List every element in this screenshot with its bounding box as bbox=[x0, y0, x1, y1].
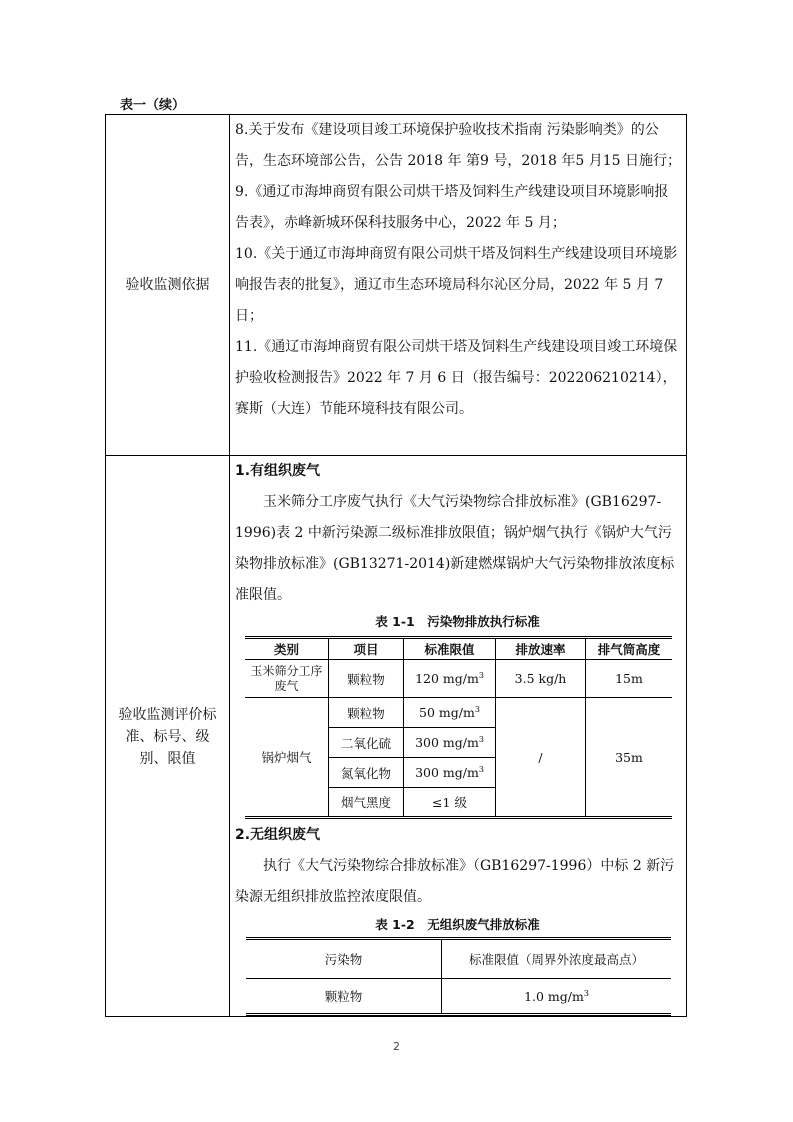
cell-item: 二氧化硫 bbox=[329, 728, 404, 758]
cell-height: 35m bbox=[586, 698, 673, 818]
header-rate: 排放速率 bbox=[496, 638, 586, 660]
basis-item-10: 10.《关于通辽市海坤商贸有限公司烘干塔及饲料生产线建设项目环境影响报告表的批复》，通辽市生态环境局科尔沁区分局，2022 年 5 月 7 日； bbox=[235, 246, 678, 324]
cell-limit: ≤1 级 bbox=[404, 788, 496, 818]
row-label-standards: 验收监测评价标准、标号、级别、限值 bbox=[118, 706, 217, 767]
row-label-basis: 验收监测依据 bbox=[125, 277, 210, 293]
section-text-organized: 玉米筛分工序废气执行《大气污染物综合排放标准》(GB16297-1996)表 2 中新污染源二级标准排放限值；锅炉烟气执行《锅炉大气污染物排放标准》(GB13271-2014)新建燃煤锅炉大气污染物排放浓度标准限值。 bbox=[235, 494, 675, 603]
section-heading-organized: 1.有组织废气 bbox=[235, 463, 321, 479]
cell-limit: 50 $mg/m^3$ bbox=[404, 698, 496, 728]
header-item: 项目 bbox=[329, 638, 404, 660]
table-one-continued bbox=[105, 114, 687, 1017]
page-number: 2 bbox=[393, 1040, 400, 1053]
header-pollutant: 污染物 bbox=[246, 939, 442, 979]
table-caption-1-2: 表 1-2 无组织废气排放标准 bbox=[375, 917, 540, 932]
header-limit: 标准限值（周界外浓度最高点） bbox=[442, 939, 672, 979]
basis-content bbox=[235, 115, 682, 425]
cell-limit: 300 $mg/m^3$ bbox=[404, 758, 496, 788]
cell-item: 氮氧化物 bbox=[329, 758, 404, 788]
cell-category: 玉米筛分工序废气 bbox=[245, 660, 329, 698]
basis-item-11: 11.《通辽市海坤商贸有限公司烘干塔及饲料生产线建设项目竣工环境保护验收检测报告》2022 年 7 月 6 日（报告编号：202206210214），赛斯（大连）节能环境科技有限公司。 bbox=[235, 339, 678, 417]
section-text-fugitive: 执行《大气污染物综合排放标准》（GB16297-1996）中标 2 新污染源无组织排放监控浓度限值。 bbox=[235, 858, 675, 905]
page-heading: 表一（续） bbox=[120, 98, 186, 113]
cell-limit: 1.0 $mg/m^3$ bbox=[442, 979, 672, 1015]
emission-standards-table bbox=[245, 636, 672, 819]
basis-item-8: 8.关于发布《建设项目竣工环境保护验收技术指南 污染影响类》的公告，生态环境部公告，公告 2018 年 第9 号，2018 年5 月15 日施行； bbox=[235, 122, 682, 169]
section2-content bbox=[235, 820, 682, 913]
cell-height: 15m bbox=[586, 660, 673, 698]
cell-limit: 120 $mg/m^3$ bbox=[404, 660, 496, 698]
cell-rate: / bbox=[496, 698, 586, 818]
cell-item: 烟气黑度 bbox=[329, 788, 404, 818]
cell-limit: 300 $mg/m^3$ bbox=[404, 728, 496, 758]
column-divider bbox=[229, 115, 230, 1016]
cell-item: 颗粒物 bbox=[329, 660, 404, 698]
basis-item-9: 9.《通辽市海坤商贸有限公司烘干塔及饲料生产线建设项目环境影响报告表》，赤峰新城环保科技服务中心，2022 年 5 月； bbox=[235, 184, 669, 231]
header-limit: 标准限值 bbox=[404, 638, 496, 660]
table-caption-1-1: 表 1-1 污染物排放执行标准 bbox=[375, 614, 540, 629]
fugitive-standards-table bbox=[246, 937, 671, 1016]
cell-category: 锅炉烟气 bbox=[245, 698, 329, 818]
cell-item: 颗粒物 bbox=[329, 698, 404, 728]
cell-pollutant: 颗粒物 bbox=[246, 979, 442, 1015]
section-heading-fugitive: 2.无组织废气 bbox=[235, 827, 321, 843]
header-height: 排气筒高度 bbox=[586, 638, 673, 660]
header-category: 类别 bbox=[245, 638, 329, 660]
standards-content bbox=[235, 456, 682, 611]
cell-rate: 3.5 kg/h bbox=[496, 660, 586, 698]
